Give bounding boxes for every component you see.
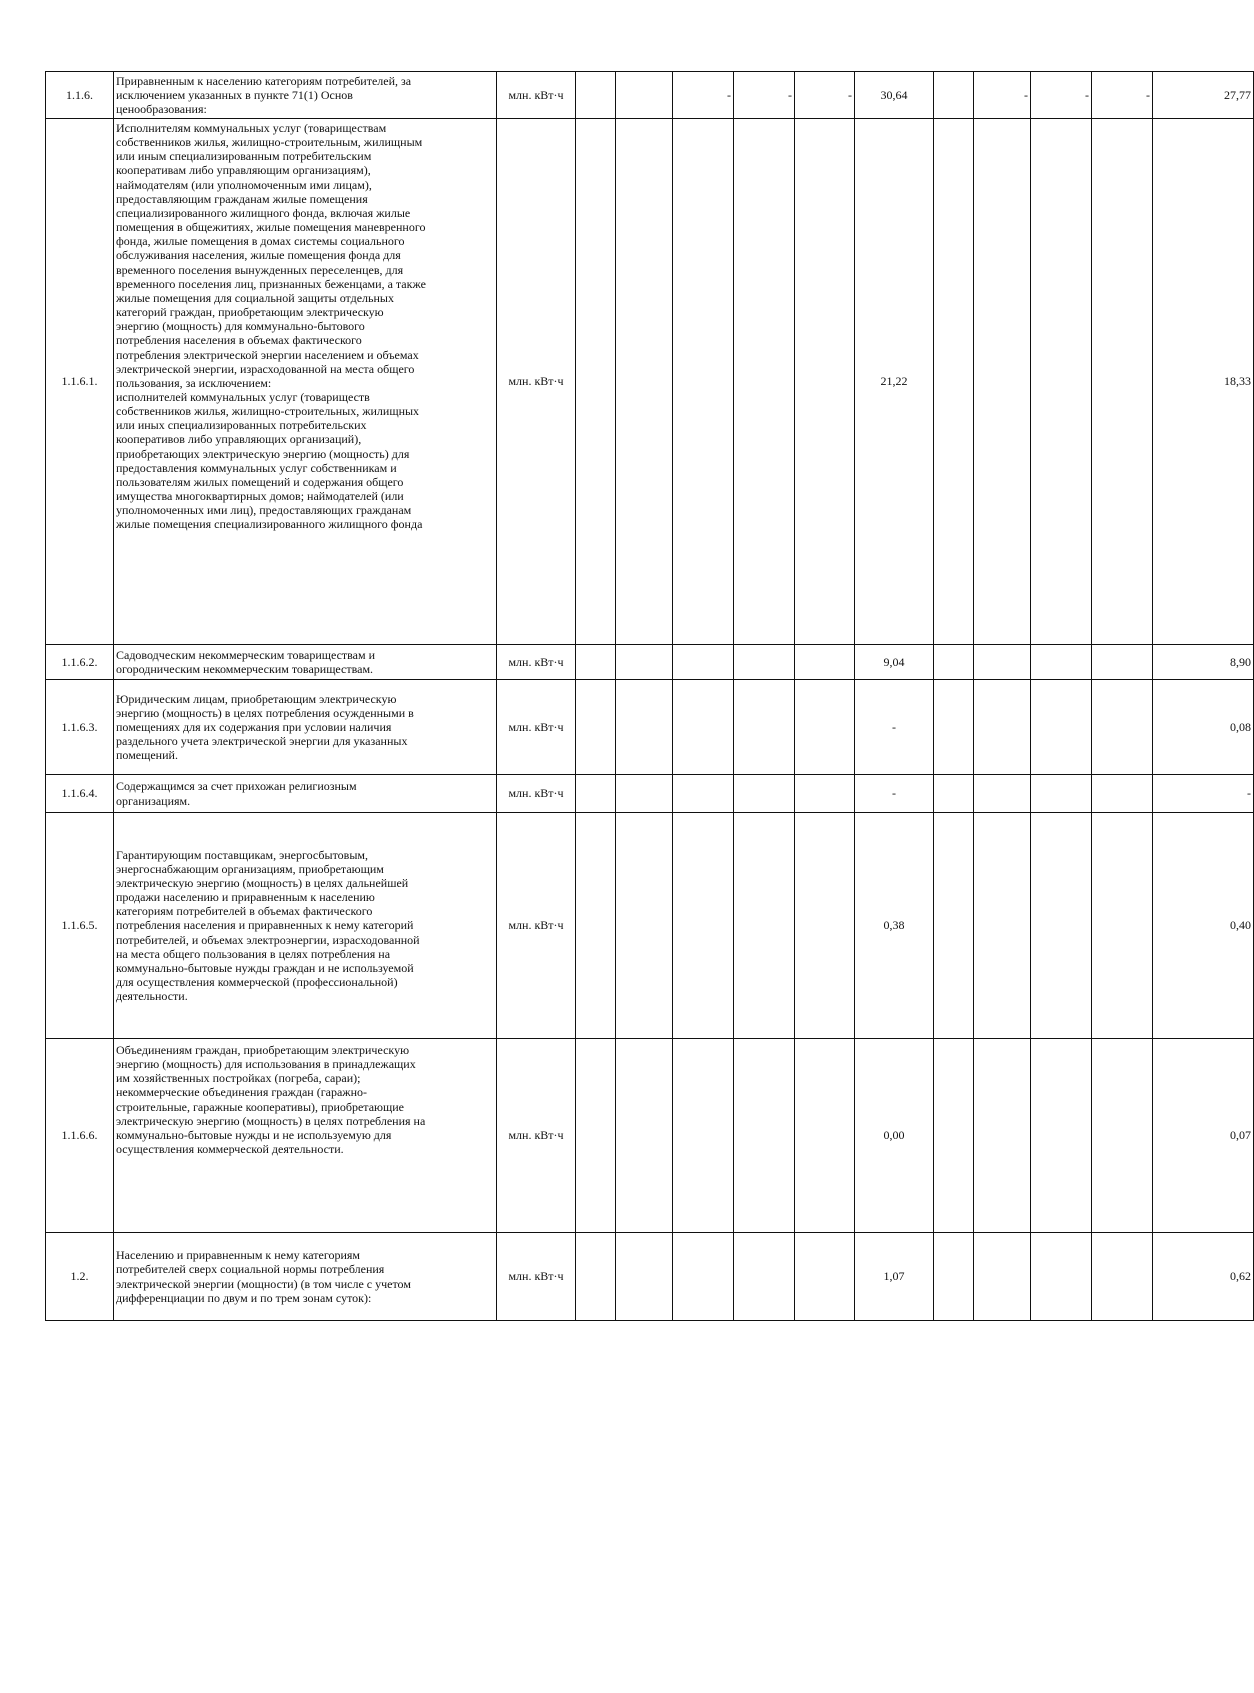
row-cell — [734, 1233, 795, 1321]
row-cell — [734, 1039, 795, 1233]
row-cell — [616, 645, 673, 680]
row-value-period-2: - — [1153, 775, 1254, 813]
row-description-text: Садоводческим некоммерческим товариществам и огородническим некоммерческим товариществам. — [116, 647, 376, 676]
row-cell — [673, 680, 734, 775]
row-cell — [576, 72, 616, 119]
row-number: 1.2. — [46, 1233, 114, 1321]
row-cell — [616, 1233, 673, 1321]
row-cell — [1092, 119, 1153, 645]
row-description-text: Населению и приравненным к нему категориям потребителей сверх социальной нормы потребления электрической энергии (мощности) (в том числе с учетом дифференциации по двум и по трем зонам суток): — [116, 1248, 411, 1305]
row-number: 1.1.6.5. — [46, 813, 114, 1039]
row-value-period-1: 0,00 — [855, 1039, 934, 1233]
row-cell — [795, 813, 855, 1039]
row-cell — [576, 813, 616, 1039]
electricity-volume-table — [45, 71, 1254, 1321]
row-value-period-2: 0,07 — [1153, 1039, 1254, 1233]
row-cell — [934, 645, 974, 680]
row-cell: - — [673, 72, 734, 119]
row-number: 1.1.6.2. — [46, 645, 114, 680]
row-value-period-2: 0,40 — [1153, 813, 1254, 1039]
row-cell — [934, 813, 974, 1039]
row-cell — [795, 775, 855, 813]
row-description — [114, 119, 497, 645]
row-cell: - — [1092, 72, 1153, 119]
row-cell — [1092, 1233, 1153, 1321]
row-cell — [673, 813, 734, 1039]
row-value-period-1: 21,22 — [855, 119, 934, 645]
row-cell — [576, 680, 616, 775]
table-row — [46, 680, 1254, 775]
row-value-period-2: 18,33 — [1153, 119, 1254, 645]
row-unit: млн. кВт·ч — [497, 645, 576, 680]
row-description — [114, 680, 497, 775]
row-cell — [616, 680, 673, 775]
row-cell — [1092, 813, 1153, 1039]
row-cell — [673, 645, 734, 680]
row-cell — [974, 645, 1031, 680]
row-cell — [795, 1233, 855, 1321]
row-value-period-1: 30,64 — [855, 72, 934, 119]
row-unit: млн. кВт·ч — [497, 680, 576, 775]
row-description-text: Приравненным к населению категориям потребителей, за исключением указанных в пункте 71(1) Основ ценообразования: — [116, 73, 412, 117]
row-unit: млн. кВт·ч — [497, 1233, 576, 1321]
row-cell — [974, 775, 1031, 813]
row-description — [114, 1233, 497, 1321]
row-cell — [734, 775, 795, 813]
row-cell — [1031, 645, 1092, 680]
row-cell — [576, 1039, 616, 1233]
row-number: 1.1.6.6. — [46, 1039, 114, 1233]
table-row — [46, 72, 1254, 119]
row-cell — [673, 119, 734, 645]
row-cell — [974, 680, 1031, 775]
row-cell — [616, 775, 673, 813]
row-cell — [673, 775, 734, 813]
row-description-text: Юридическим лицам, приобретающим электрическую энергию (мощность) в целях потребления осужденными в помещениях для их содержания при условии наличия раздельного учета электрической энергии для указанных помещений. — [116, 691, 414, 763]
row-description — [114, 72, 497, 119]
row-value-period-1: - — [855, 680, 934, 775]
row-value-period-2: 8,90 — [1153, 645, 1254, 680]
row-cell — [974, 1233, 1031, 1321]
row-cell — [795, 645, 855, 680]
table-row — [46, 813, 1254, 1039]
row-cell — [616, 119, 673, 645]
row-value-period-2: 0,62 — [1153, 1233, 1254, 1321]
row-cell — [673, 1039, 734, 1233]
row-cell: - — [734, 72, 795, 119]
table-row — [46, 645, 1254, 680]
row-value-period-2: 0,08 — [1153, 680, 1254, 775]
row-cell — [616, 1039, 673, 1233]
row-cell: - — [974, 72, 1031, 119]
row-description — [114, 645, 497, 680]
row-cell — [1092, 775, 1153, 813]
row-cell — [974, 1039, 1031, 1233]
row-cell — [1031, 813, 1092, 1039]
row-cell — [1031, 680, 1092, 775]
table-row — [46, 119, 1254, 645]
row-cell — [934, 72, 974, 119]
row-cell — [795, 119, 855, 645]
row-description — [114, 813, 497, 1039]
row-cell — [734, 813, 795, 1039]
row-cell — [934, 775, 974, 813]
row-cell — [576, 775, 616, 813]
row-description-text: Исполнителям коммунальных услуг (товариществам собственников жилья, жилищно-строительным, жилищным или иным специализированным потребительским кооперативам либо управляющим организациям), наймодателям (или уполномоченным ими лицам), предоставляющим гражданам жилые помещения специализированного жилищного фонда, включая жилые помещения в общежитиях, жилые помещения маневренного фонда, жилые помещения в домах системы социального обслуживания населения, жилые помещения фонда для временного поселения вынужденных переселенцев, для временного поселения лиц, признанных беженцами, а также жилые помещения для социальной защиты отдельных категорий граждан, приобретающим электрическую энергию (мощность) для коммунально-бытового потребления населения в объемах фактического потребления электрической энергии населением и объемах электрической энергии, израсходованной на места общего пользования, за исключением: исполнителей коммунальных услуг (товариществ собственников жилья, жилищно-строительных, жилищных или иных специализированных потребительских кооперативов либо управляющих организаций), приобретающих электрическую энергию (мощность) для предоставления коммунальных услуг собственникам и пользователям жилых помещений и содержания общего имущества многоквартирных домов; наймодателей (или уполномоченных ими лиц), предоставляющих гражданам жилые помещения специализированного жилищного фонда — [116, 121, 426, 532]
row-cell — [934, 119, 974, 645]
row-value-period-2: 27,77 — [1153, 72, 1254, 119]
row-cell — [576, 645, 616, 680]
row-value-period-1: 0,38 — [855, 813, 934, 1039]
table-row — [46, 1039, 1254, 1233]
row-cell — [795, 1039, 855, 1233]
row-cell — [795, 680, 855, 775]
row-cell — [1031, 119, 1092, 645]
row-unit: млн. кВт·ч — [497, 813, 576, 1039]
row-value-period-1: 9,04 — [855, 645, 934, 680]
row-unit: млн. кВт·ч — [497, 1039, 576, 1233]
row-cell — [576, 119, 616, 645]
row-cell — [934, 680, 974, 775]
row-cell — [734, 680, 795, 775]
row-cell — [734, 645, 795, 680]
row-description-text: Гарантирующим поставщикам, энергосбытовым, энергоснабжающим организациям, приобретающим электрическую энергию (мощность) в целях дальнейшей продажи населению и приравненным к населению категориям потребителей в объемах фактического потребления населения и приравненных к нему категорий потребителей, и объемах электроэнергии, израсходованной на места общего пользования в целях потребления на коммунально-бытовые нужды граждан и не используемой для осуществления коммерческой (профессиональной) деятельности. — [116, 847, 420, 1004]
row-cell — [1092, 645, 1153, 680]
row-number: 1.1.6. — [46, 72, 114, 119]
row-cell — [974, 119, 1031, 645]
row-cell — [974, 813, 1031, 1039]
row-cell — [1031, 1233, 1092, 1321]
row-cell — [616, 72, 673, 119]
row-description-text: Содержащимся за счет прихожан религиозным организациям. — [116, 779, 357, 808]
row-value-period-1: - — [855, 775, 934, 813]
row-cell — [1092, 680, 1153, 775]
row-description — [114, 775, 497, 813]
row-cell — [616, 813, 673, 1039]
row-unit: млн. кВт·ч — [497, 72, 576, 119]
row-unit: млн. кВт·ч — [497, 775, 576, 813]
row-cell — [934, 1039, 974, 1233]
row-description — [114, 1039, 497, 1233]
row-cell — [673, 1233, 734, 1321]
row-cell: - — [795, 72, 855, 119]
row-number: 1.1.6.1. — [46, 119, 114, 645]
table-row — [46, 1233, 1254, 1321]
row-cell — [934, 1233, 974, 1321]
row-cell — [734, 119, 795, 645]
row-number: 1.1.6.4. — [46, 775, 114, 813]
row-number: 1.1.6.3. — [46, 680, 114, 775]
row-cell — [1092, 1039, 1153, 1233]
row-description-text: Объединениям граждан, приобретающим электрическую энергию (мощность) для использования в принадлежащих им хозяйственных постройках (погреба, сараи); некоммерческие объединения граждан (гаражно- строительные, гаражные кооперативы), приобретающие электрическую энергию (мощность) в целях потребления на коммунально-бытовые нужды и не используемую для осуществления коммерческой деятельности. — [116, 1043, 426, 1157]
row-value-period-1: 1,07 — [855, 1233, 934, 1321]
row-cell: - — [1031, 72, 1092, 119]
row-cell — [1031, 1039, 1092, 1233]
row-cell — [576, 1233, 616, 1321]
row-cell — [1031, 775, 1092, 813]
table-row — [46, 775, 1254, 813]
row-unit: млн. кВт·ч — [497, 119, 576, 645]
